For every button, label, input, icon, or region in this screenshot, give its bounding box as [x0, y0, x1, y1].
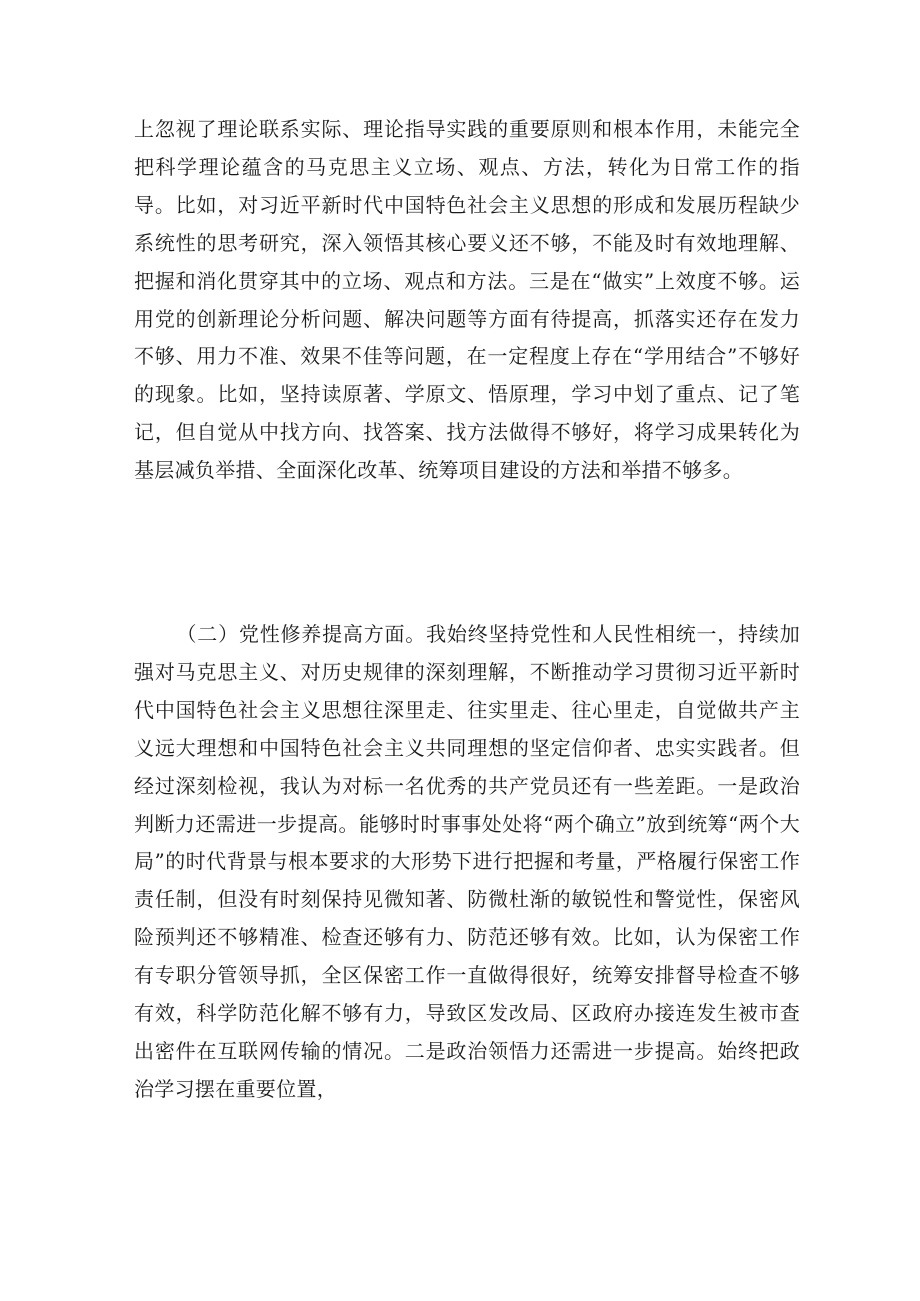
paragraph-text: 上忽视了理论联系实际、理论指导实践的重要原则和根本作用，未能完全把科学理论蕴含的马克思主义立场、观点、方法，转化为日常工作的指导。比如，对习近平新时代中国特色社会主义思想的形成和发展历程缺少系统性的思考研究，深入领悟其核心要义还不够，不能及时有效地理解、把握和消化贯穿其中的立场、观点和方法。三是在“做实”上效度不够。运用党的创新理论分析问题、解决问题等方面有待提高，抓落实还存在发力不够、用力不准、效果不佳等问题，在一定程度上存在“学用结合”不够好的现象。比如，坚持读原著、学原文、悟原理，学习中划了重点、记了笔记，但自觉从中找方向、找答案、找方法做得不够好，将学习成果转化为基层减负举措、全面深化改革、统筹项目建设的方法和举措不够多。 [134, 117, 800, 483]
paragraph-text-wrapper [134, 616, 800, 1109]
paragraph-party-spirit [134, 616, 800, 1109]
paragraph-text: （二）党性修养提高方面。我始终坚持党性和人民性相统一，持续加强对马克思主义、对历史规律的深刻理解，不断推动学习贯彻习近平新时代中国特色社会主义思想往深里走、往实里走、往心里走，自觉做共产主义远大理想和中国特色社会主义共同理想的坚定信仰者、忠实实践者。但经过深刻检视，我认为对标一名优秀的共产党员还有一些差距。一是政治判断力还需进一步提高。能够时时事事处处将“两个确立”放到统筹“两个大局”的时代背景与根本要求的大形势下进行把握和考量，严格履行保密工作责任制，但没有时刻保持见微知著、防微杜渐的敏锐性和警觉性，保密风险预判还不够精准、检查还够有力、防范还够有效。比如，认为保密工作有专职分管领导抓，全区保密工作一直做得很好，统筹安排督导检查不够有效，科学防范化解不够有力，导致区发改局、区政府办接连发生被市查出密件在互联网传输的情况。二是政治领悟力还需进一步提高。始终把政治学习摆在重要位置， [134, 622, 800, 1101]
paragraph-continued [134, 111, 800, 490]
